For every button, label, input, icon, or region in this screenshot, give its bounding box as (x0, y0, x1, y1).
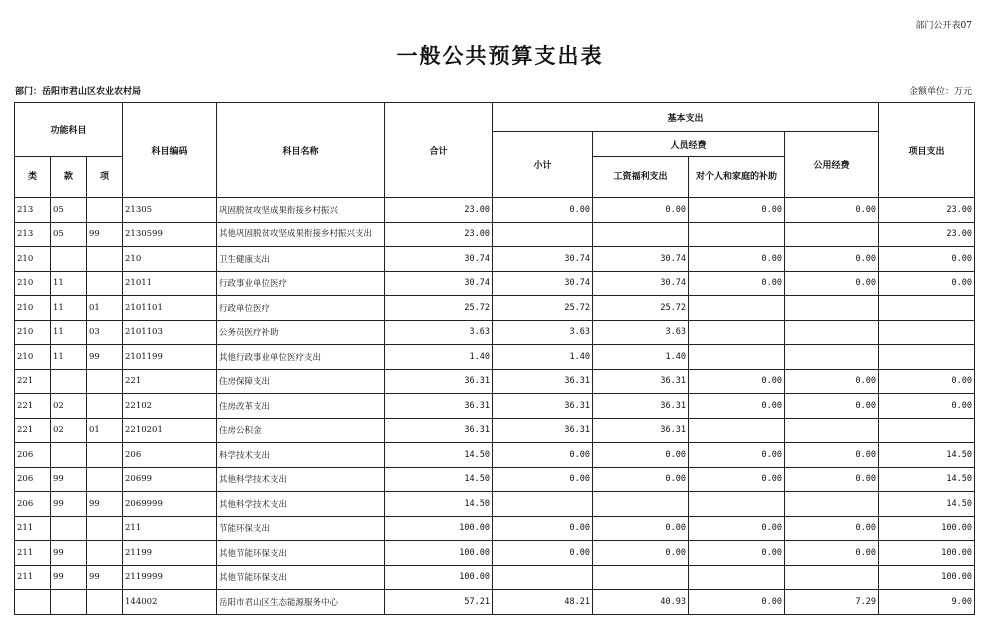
cell-lei: 210 (15, 247, 51, 272)
cell-subtotal (493, 492, 593, 517)
cell-subtotal (493, 565, 593, 590)
cell-xiang (87, 467, 123, 492)
cell-kuan: 99 (51, 467, 87, 492)
header-xiang: 项 (87, 157, 123, 198)
cell-code: 2101199 (123, 345, 217, 370)
cell-xiang (87, 247, 123, 272)
cell-kuan: 02 (51, 418, 87, 443)
cell-subtotal: 36.31 (493, 418, 593, 443)
header-func-subject: 功能科目 (15, 103, 123, 157)
header-name: 科目名称 (217, 103, 385, 198)
cell-kuan: 05 (51, 222, 87, 247)
cell-kuan (51, 369, 87, 394)
cell-project: 100.00 (879, 516, 975, 541)
cell-code: 2130599 (123, 222, 217, 247)
table-row (15, 541, 975, 566)
cell-public (785, 565, 879, 590)
cell-subtotal: 0.00 (493, 443, 593, 468)
cell-public (785, 418, 879, 443)
table-row (15, 492, 975, 517)
cell-code: 21305 (123, 198, 217, 223)
cell-project (879, 418, 975, 443)
cell-lei: 221 (15, 369, 51, 394)
cell-name: 住房公积金 (217, 418, 385, 443)
table-row (15, 590, 975, 615)
header-code: 科目编码 (123, 103, 217, 198)
cell-name: 其他科学技术支出 (217, 492, 385, 517)
cell-individual (689, 320, 785, 345)
cell-code: 221 (123, 369, 217, 394)
amount-unit-label: 金额单位：万元 (908, 87, 972, 97)
cell-public: 0.00 (785, 247, 879, 272)
cell-individual: 0.00 (689, 467, 785, 492)
cell-individual (689, 565, 785, 590)
cell-individual: 0.00 (689, 271, 785, 296)
cell-code: 21199 (123, 541, 217, 566)
cell-subtotal: 30.74 (493, 247, 593, 272)
cell-xiang (87, 369, 123, 394)
cell-subtotal (493, 222, 593, 247)
cell-project (879, 296, 975, 321)
cell-code: 21011 (123, 271, 217, 296)
cell-project: 0.00 (879, 394, 975, 419)
cell-wages: 36.31 (593, 418, 689, 443)
table-row (15, 271, 975, 296)
cell-public (785, 345, 879, 370)
cell-total: 14.50 (385, 492, 493, 517)
cell-individual: 0.00 (689, 590, 785, 615)
cell-lei: 221 (15, 418, 51, 443)
cell-lei: 206 (15, 443, 51, 468)
cell-total: 100.00 (385, 541, 493, 566)
cell-name: 其他节能环保支出 (217, 541, 385, 566)
cell-wages: 0.00 (593, 443, 689, 468)
cell-subtotal: 0.00 (493, 516, 593, 541)
cell-wages: 30.74 (593, 271, 689, 296)
cell-name: 公务员医疗补助 (217, 320, 385, 345)
cell-public (785, 222, 879, 247)
cell-lei: 211 (15, 516, 51, 541)
table-row (15, 418, 975, 443)
cell-subtotal: 30.74 (493, 271, 593, 296)
header-basic: 基本支出 (493, 103, 879, 132)
cell-wages: 3.63 (593, 320, 689, 345)
table-row (15, 443, 975, 468)
cell-wages: 25.72 (593, 296, 689, 321)
cell-lei: 213 (15, 222, 51, 247)
cell-project: 9.00 (879, 590, 975, 615)
cell-name: 节能环保支出 (217, 516, 385, 541)
cell-public: 0.00 (785, 516, 879, 541)
table-row (15, 516, 975, 541)
cell-total: 100.00 (385, 565, 493, 590)
cell-wages: 0.00 (593, 198, 689, 223)
budget-table-body (15, 198, 975, 615)
cell-individual: 0.00 (689, 247, 785, 272)
cell-total: 25.72 (385, 296, 493, 321)
cell-project: 0.00 (879, 247, 975, 272)
table-row (15, 296, 975, 321)
cell-kuan (51, 516, 87, 541)
cell-kuan: 02 (51, 394, 87, 419)
cell-wages: 40.93 (593, 590, 689, 615)
cell-project: 14.50 (879, 467, 975, 492)
table-row (15, 345, 975, 370)
cell-public (785, 492, 879, 517)
cell-subtotal: 48.21 (493, 590, 593, 615)
cell-kuan: 99 (51, 492, 87, 517)
header-individual: 对个人和家庭的补助 (689, 157, 785, 198)
header-wages: 工资福利支出 (593, 157, 689, 198)
cell-kuan (51, 590, 87, 615)
cell-xiang: 03 (87, 320, 123, 345)
cell-name: 住房改革支出 (217, 394, 385, 419)
cell-project: 0.00 (879, 271, 975, 296)
cell-subtotal: 0.00 (493, 467, 593, 492)
cell-name: 其他行政事业单位医疗支出 (217, 345, 385, 370)
cell-project: 23.00 (879, 198, 975, 223)
cell-code: 2119999 (123, 565, 217, 590)
cell-subtotal: 25.72 (493, 296, 593, 321)
cell-total: 14.50 (385, 443, 493, 468)
cell-project: 100.00 (879, 565, 975, 590)
cell-wages: 30.74 (593, 247, 689, 272)
cell-name: 科学技术支出 (217, 443, 385, 468)
cell-individual (689, 492, 785, 517)
cell-public: 0.00 (785, 394, 879, 419)
cell-total: 30.74 (385, 247, 493, 272)
cell-lei: 211 (15, 541, 51, 566)
cell-project: 14.50 (879, 492, 975, 517)
cell-wages: 0.00 (593, 516, 689, 541)
cell-kuan (51, 443, 87, 468)
cell-individual: 0.00 (689, 394, 785, 419)
header-subtotal: 小计 (493, 132, 593, 198)
cell-wages: 0.00 (593, 467, 689, 492)
cell-total: 14.50 (385, 467, 493, 492)
cell-individual: 0.00 (689, 516, 785, 541)
cell-public: 0.00 (785, 198, 879, 223)
header-total: 合计 (385, 103, 493, 198)
cell-wages: 0.00 (593, 541, 689, 566)
cell-xiang (87, 394, 123, 419)
cell-code: 144002 (123, 590, 217, 615)
cell-lei: 221 (15, 394, 51, 419)
cell-kuan (51, 247, 87, 272)
cell-public (785, 320, 879, 345)
cell-total: 36.31 (385, 369, 493, 394)
cell-name: 卫生健康支出 (217, 247, 385, 272)
cell-xiang (87, 516, 123, 541)
cell-wages: 36.31 (593, 369, 689, 394)
cell-lei: 210 (15, 271, 51, 296)
cell-public: 0.00 (785, 369, 879, 394)
cell-lei: 210 (15, 345, 51, 370)
cell-kuan: 11 (51, 345, 87, 370)
cell-code: 2101103 (123, 320, 217, 345)
cell-name: 其他节能环保支出 (217, 565, 385, 590)
cell-public (785, 296, 879, 321)
cell-public: 7.29 (785, 590, 879, 615)
cell-name: 其他科学技术支出 (217, 467, 385, 492)
table-row (15, 320, 975, 345)
cell-total: 23.00 (385, 198, 493, 223)
cell-xiang: 99 (87, 492, 123, 517)
cell-kuan: 99 (51, 565, 87, 590)
cell-project: 14.50 (879, 443, 975, 468)
cell-lei: 210 (15, 320, 51, 345)
table-row (15, 247, 975, 272)
cell-project: 23.00 (879, 222, 975, 247)
cell-kuan: 11 (51, 271, 87, 296)
cell-public: 0.00 (785, 443, 879, 468)
cell-subtotal: 0.00 (493, 198, 593, 223)
cell-wages (593, 492, 689, 517)
cell-subtotal: 36.31 (493, 394, 593, 419)
cell-public: 0.00 (785, 271, 879, 296)
cell-code: 206 (123, 443, 217, 468)
cell-lei: 211 (15, 565, 51, 590)
cell-xiang (87, 590, 123, 615)
table-row (15, 394, 975, 419)
cell-kuan: 99 (51, 541, 87, 566)
cell-kuan: 11 (51, 320, 87, 345)
cell-individual (689, 345, 785, 370)
table-row (15, 467, 975, 492)
cell-subtotal: 3.63 (493, 320, 593, 345)
cell-xiang: 99 (87, 345, 123, 370)
cell-total: 1.40 (385, 345, 493, 370)
cell-wages: 1.40 (593, 345, 689, 370)
cell-code: 2069999 (123, 492, 217, 517)
cell-wages (593, 565, 689, 590)
cell-lei: 206 (15, 492, 51, 517)
cell-name: 巩固脱贫攻坚成果衔接乡村振兴 (217, 198, 385, 223)
cell-lei (15, 590, 51, 615)
cell-code: 211 (123, 516, 217, 541)
cell-total: 57.21 (385, 590, 493, 615)
cell-lei: 206 (15, 467, 51, 492)
cell-code: 20699 (123, 467, 217, 492)
cell-xiang (87, 541, 123, 566)
table-row (15, 369, 975, 394)
cell-lei: 210 (15, 296, 51, 321)
cell-wages: 36.31 (593, 394, 689, 419)
form-number: 部门公开表07 (915, 21, 972, 31)
cell-subtotal: 36.31 (493, 369, 593, 394)
cell-subtotal: 1.40 (493, 345, 593, 370)
cell-total: 23.00 (385, 222, 493, 247)
table-row (15, 222, 975, 247)
cell-individual (689, 222, 785, 247)
header-public: 公用经费 (785, 132, 879, 198)
header-project: 项目支出 (879, 103, 975, 198)
cell-xiang: 01 (87, 418, 123, 443)
cell-project: 0.00 (879, 369, 975, 394)
cell-individual: 0.00 (689, 369, 785, 394)
cell-xiang: 01 (87, 296, 123, 321)
header-kuan: 款 (51, 157, 87, 198)
cell-code: 2210201 (123, 418, 217, 443)
cell-project (879, 320, 975, 345)
table-row (15, 198, 975, 223)
cell-project: 100.00 (879, 541, 975, 566)
cell-individual: 0.00 (689, 541, 785, 566)
cell-individual: 0.00 (689, 443, 785, 468)
cell-code: 22102 (123, 394, 217, 419)
cell-name: 行政单位医疗 (217, 296, 385, 321)
cell-kuan: 05 (51, 198, 87, 223)
cell-name: 住房保障支出 (217, 369, 385, 394)
cell-xiang: 99 (87, 565, 123, 590)
cell-total: 36.31 (385, 418, 493, 443)
cell-total: 30.74 (385, 271, 493, 296)
cell-xiang (87, 198, 123, 223)
cell-total: 3.63 (385, 320, 493, 345)
header-personnel: 人员经费 (593, 132, 785, 157)
department-label: 部门：岳阳市君山区农业农村局 (15, 87, 142, 97)
cell-name: 其他巩固脱贫攻坚成果衔接乡村振兴支出 (217, 222, 385, 247)
cell-public: 0.00 (785, 467, 879, 492)
header-lei: 类 (15, 157, 51, 198)
cell-individual (689, 296, 785, 321)
cell-name: 岳阳市君山区生态能源服务中心 (217, 590, 385, 615)
budget-table (14, 102, 975, 615)
cell-xiang (87, 271, 123, 296)
cell-code: 210 (123, 247, 217, 272)
cell-individual (689, 418, 785, 443)
page-title: 一般公共预算支出表 (396, 43, 604, 68)
cell-subtotal: 0.00 (493, 541, 593, 566)
cell-public: 0.00 (785, 541, 879, 566)
cell-code: 2101101 (123, 296, 217, 321)
cell-lei: 213 (15, 198, 51, 223)
cell-xiang: 99 (87, 222, 123, 247)
cell-project (879, 345, 975, 370)
cell-xiang (87, 443, 123, 468)
cell-wages (593, 222, 689, 247)
table-row (15, 565, 975, 590)
cell-total: 36.31 (385, 394, 493, 419)
cell-kuan: 11 (51, 296, 87, 321)
cell-individual: 0.00 (689, 198, 785, 223)
cell-name: 行政事业单位医疗 (217, 271, 385, 296)
cell-total: 100.00 (385, 516, 493, 541)
